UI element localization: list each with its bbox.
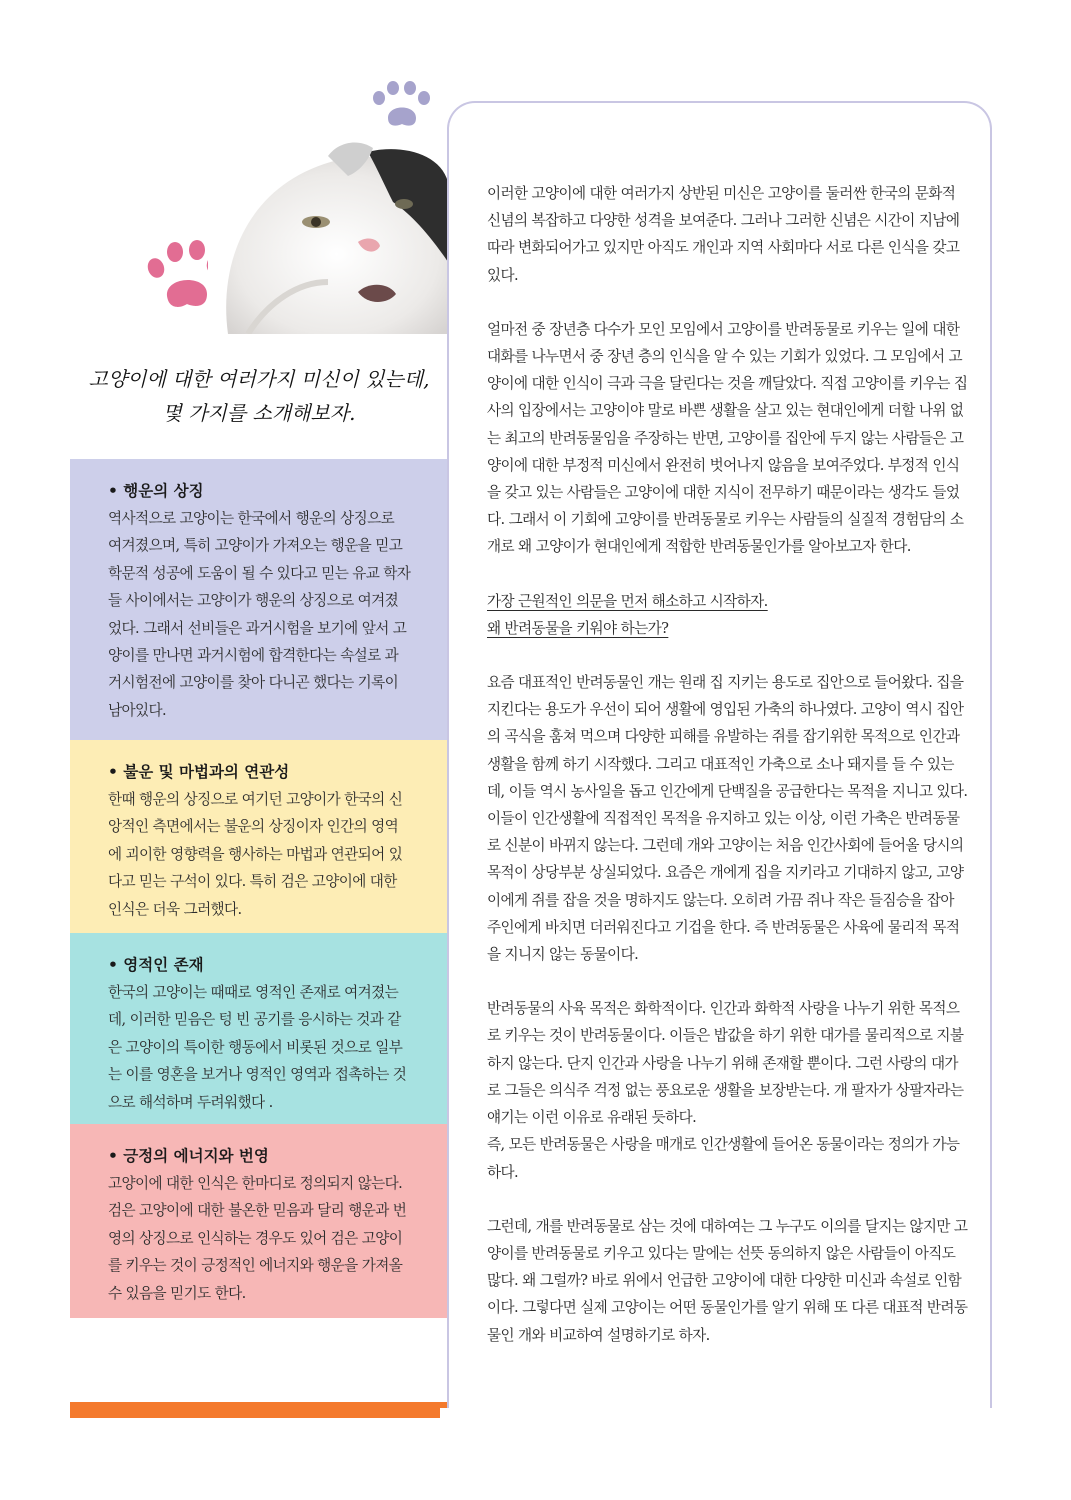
sidebar-box-spiritual <box>70 933 447 1124</box>
sidebar-box-heading: • 긍정의 에너지와 번영 <box>108 1147 269 1165</box>
article-paragraph-4a: 반려동물의 사육 목적은 화학적이다. 인간과 화학적 사랑을 나누기 위한 목적으로 키우는 것이 반려동물이다. 이들은 밥값을 하기 위한 대가를 물리적으로 지불하지 않는다. 단지 인간과 사랑을 나누기 위해 존재할 뿐이다. 그런 사랑의 대가로 그들은 의식주 걱정 없는 풍요로운 생활을 보장받는다. 개 팔자가 상팔자라는 얘기는 이런 이유로 유래된 듯하다. <box>487 1000 964 1127</box>
orange-divider <box>70 1402 447 1418</box>
sidebar-box-misfortune <box>70 740 447 933</box>
article-paragraph-3: 요즘 대표적인 반려동물인 개는 원래 집 지키는 용도로 집안으로 들어왔다. 집을 지킨다는 용도가 우선이 되어 생활에 영입된 가축의 하나였다. 고양이 역시 집안의 곡식을 훔쳐 먹으며 다양한 피해를 유발하는 쥐를 잡기위한 목적으로 인간과 생활을 함께 하기 시작했다. 그리고 대표적인 가축으로 소나 돼지를 들 수 있는데, 이들 역시 농사일을 돕고 인간에게 단백질을 공급한다는 목적을 지니고 있다. 이들이 인간생활에 직접적인 목적을 유지하고 있는 이상, 이런 가축은 반려동물로 신분이 바뀌지 않는다. 그런데 개와 고양이는 처음 인간사회에 들어올 당시의 목적이 상당부분 상실되었다. 요즘은 개에게 집을 지키라고 기대하지 않고, 고양이에게 쥐를 잡을 것을 명하지도 않는다. 오히려 가끔 쥐나 작은 들짐승을 잡아 주인에게 바치면 더러워진다고 기겁을 한다. 즉 반려동물은 사육에 물리적 목적을 지니지 않는 동물이다. <box>487 674 968 964</box>
sidebar-box-luck <box>70 459 447 740</box>
article-question <box>487 588 971 642</box>
article-question-line1: 가장 근원적인 의문을 먼저 해소하고 시작하자. <box>487 592 768 610</box>
sidebar-box-body: 역사적으로 고양이는 한국에서 행운의 상징으로 여겨졌으며, 특히 고양이가 가져오는 행운을 믿고 학문적 성공에 도움이 될 수 있다고 믿는 유교 학자들 사이에서는 고양이가 행운의 상징으로 여겨졌었다. 그래서 선비들은 과거시험을 보기에 앞서 고양이를 만나면 과거시험에 합격한다는 속설로 과거시험전에 고양이를 찾아 다니곤 했다는 기록이 남아있다. <box>108 510 411 719</box>
sidebar-box-body: 고양이에 대한 인식은 한마디로 정의되지 않는다. 검은 고양이에 대한 불온한 믿음과 달리 행운과 번영의 상징으로 인식하는 경우도 있어 검은 고양이를 키우는 것이 긍정적인 에너지와 행운을 가져올 수 있음을 믿기도 한다. <box>108 1175 407 1302</box>
sidebar-box-body: 한국의 고양이는 때때로 영적인 존재로 여겨졌는데, 이러한 믿음은 텅 빈 공기를 응시하는 것과 같은 고양이의 특이한 행동에서 비롯된 것으로 일부는 이를 영혼을 보거나 영적인 영역과 접촉하는 것으로 해석하며 두려워했다 . <box>108 984 407 1111</box>
intro-caption-line2: 몇 가지를 소개해보자. <box>162 401 356 425</box>
purple-paw-icon <box>370 80 434 132</box>
article-paragraph-1: 이러한 고양이에 대한 여러가지 상반된 미신은 고양이를 둘러싼 한국의 문화적 신념의 복잡하고 다양한 성격을 보여준다. 그러나 그러한 신념은 시간이 지남에 따라 변화되어가고 있지만 아직도 개인과 지역 사회마다 서로 다른 인식을 갖고 있다. <box>487 185 960 284</box>
sidebar-box-heading: • 영적인 존재 <box>108 956 204 974</box>
intro-caption-line1: 고양이에 대한 여러가지 미신이 있는데, <box>88 367 430 391</box>
article-question-line2: 왜 반려동물을 키워야 하는가? <box>487 619 669 637</box>
sidebar-box-heading: • 불운 및 마법과의 연관성 <box>108 763 290 781</box>
article-body <box>487 180 971 1376</box>
sidebar-box-body: 한때 행운의 상징으로 여기던 고양이가 한국의 신앙적인 측면에서는 불운의 상징이자 인간의 영역에 괴이한 영향력을 행사하는 마법과 연관되어 있다고 믿는 구석이 있다. 특히 검은 고양이에 대한 인식은 더욱 그러했다. <box>108 791 403 918</box>
frame-fade <box>440 1408 1000 1448</box>
cat-photo <box>208 142 448 334</box>
sidebar-box-prosperity <box>70 1124 447 1318</box>
intro-caption <box>70 362 448 430</box>
article-paragraph-4b: 즉, 모든 반려동물은 사랑을 매개로 인간생활에 들어온 동물이라는 정의가 가능하다. <box>487 1136 960 1181</box>
article-paragraph-2: 얼마전 중 장년층 다수가 모인 모임에서 고양이를 반려동물로 키우는 일에 대한 대화를 나누면서 중 장년 층의 인식을 알 수 있는 기회가 있었다. 그 모임에서 고양이에 대한 인식이 극과 극을 달린다는 것을 깨달았다. 직접 고양이를 키우는 집사의 입장에서는 고양이야 말로 바쁜 생활을 살고 있는 현대인에게 더할 나위 없는 최고의 반려동물임을 주장하는 반면, 고양이를 집안에 두지 않는 사람들은 고양이에 대한 부정적 미신에서 완전히 벗어나지 않음을 보여주었다. 부정적 인식을 갖고 있는 사람들은 고양이에 대한 지식이 전무하기 때문이라는 생각도 들었다. 그래서 이 기회에 고양이를 반려동물로 키우는 사람들의 실질적 경험담의 소개로 왜 고양이가 현대인에게 적합한 반려동물인가를 알아보고자 한다. <box>487 320 968 556</box>
article-paragraph-5: 그런데, 개를 반려동물로 삼는 것에 대하여는 그 누구도 이의를 달지는 않지만 고양이를 반려동물로 키우고 있다는 말에는 선뜻 동의하지 않은 사람들이 아직도 많다. 왜 그럴까? 바로 위에서 언급한 고양이에 대한 다양한 미신과 속설로 인함이다. 그렇다면 실제 고양이는 어떤 동물인가를 알기 위해 또 다른 대표적 반려동물인 개와 비교하여 설명하기로 하자. <box>487 1217 968 1344</box>
sidebar-box-heading: • 행운의 상징 <box>108 482 204 500</box>
